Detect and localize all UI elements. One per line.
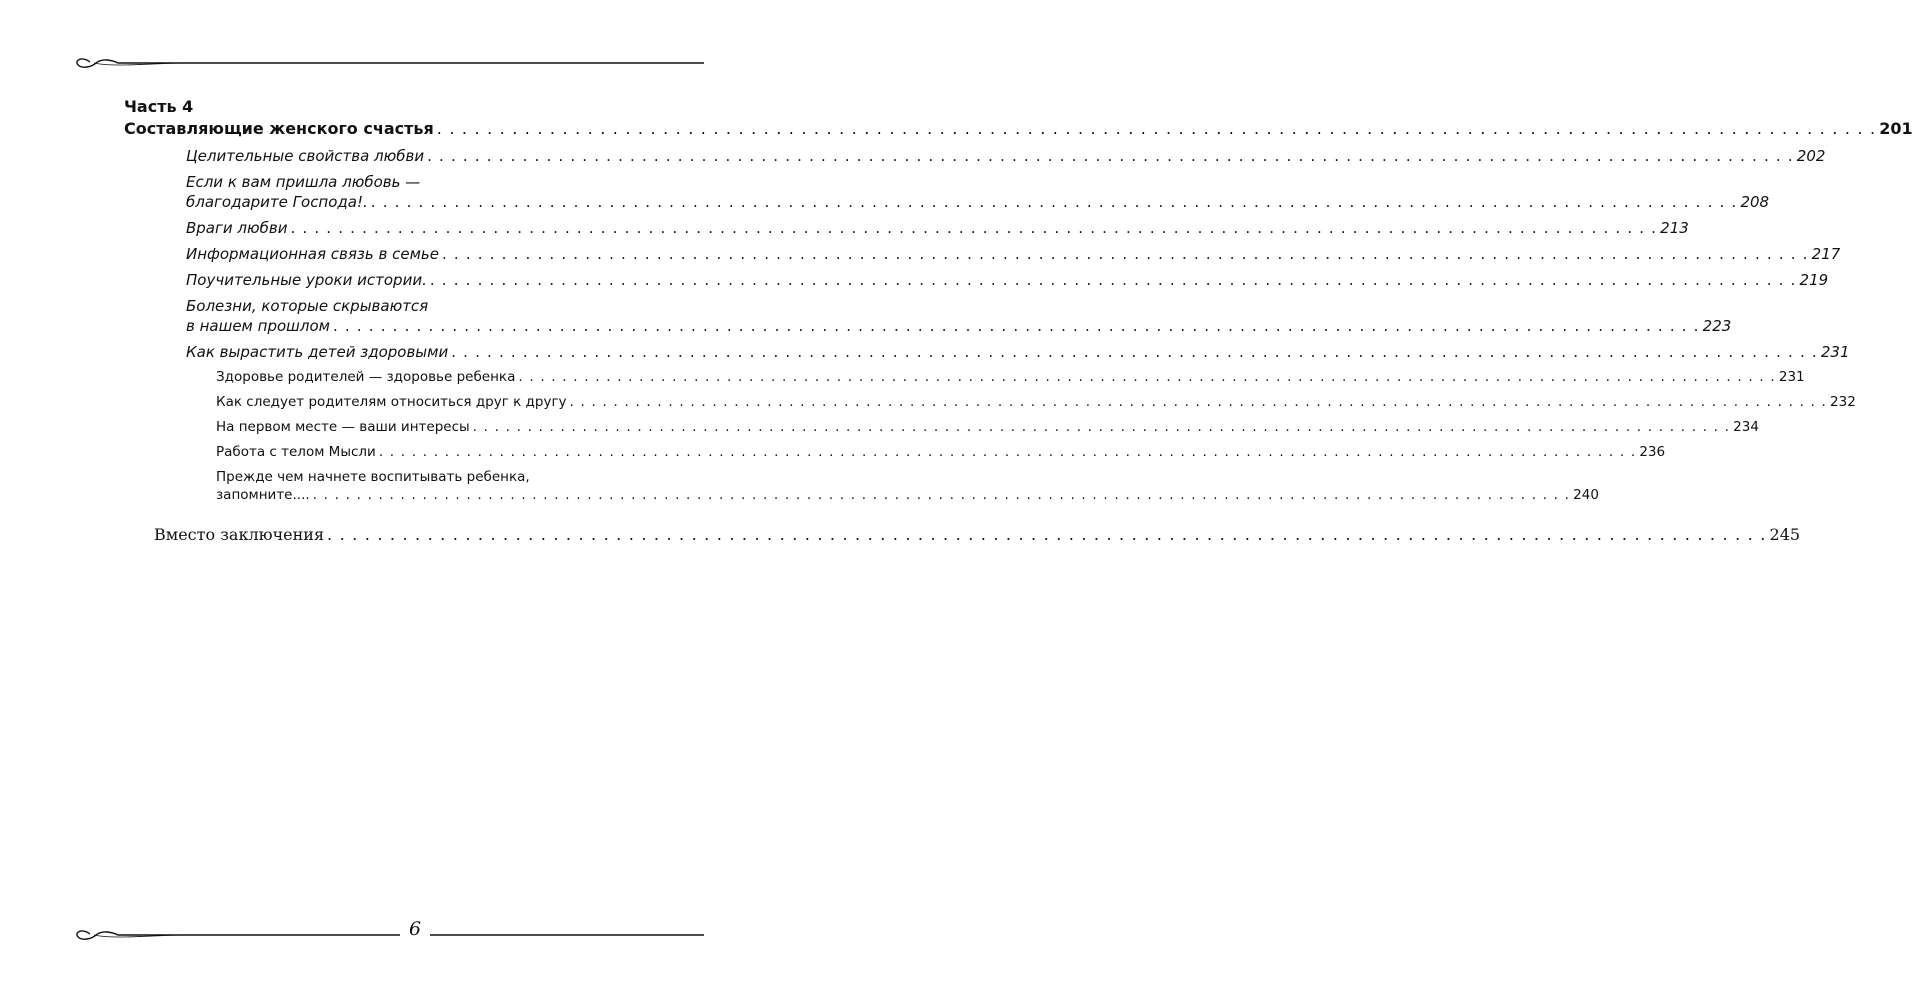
page-ref: 231 — [1778, 369, 1805, 385]
entry-row — [216, 368, 1805, 386]
dot-leader — [313, 486, 1571, 504]
toc-entry[interactable] — [216, 393, 1856, 411]
page-ref: 223 — [1702, 317, 1732, 335]
entry-row — [186, 244, 1841, 264]
dot-leader — [451, 342, 1818, 362]
dot-leader — [327, 524, 1766, 546]
toc-entry[interactable] — [216, 468, 1599, 504]
page-ref: 217 — [1811, 245, 1841, 263]
toc-entry[interactable] — [186, 172, 1770, 212]
entry-title: Как следует родителям относиться друг к другу — [216, 394, 567, 410]
entry-row — [186, 270, 1829, 290]
entry-row — [186, 218, 1689, 238]
dot-leader — [290, 218, 1657, 238]
dot-leader — [427, 146, 1794, 166]
entry-title: Враги любви — [186, 219, 288, 237]
chapter-list — [124, 146, 1850, 362]
toc-entry[interactable] — [186, 270, 1829, 290]
toc-entry[interactable] — [216, 418, 1759, 436]
dot-leader — [430, 270, 1797, 290]
entry-title: запомните.... — [216, 487, 310, 503]
entry-title: Информационная связь в семье — [186, 245, 439, 263]
toc-entry[interactable] — [186, 296, 1732, 336]
part-label: Часть 4 — [124, 97, 194, 116]
entry-row — [216, 486, 1599, 504]
page-ref: 245 — [1769, 525, 1801, 544]
entry-row — [216, 393, 1856, 411]
toc-entry[interactable] — [186, 218, 1689, 238]
entry-row — [186, 146, 1826, 166]
toc-entry[interactable] — [186, 342, 1850, 362]
page-ref: 213 — [1660, 219, 1689, 237]
toc-entry[interactable] — [216, 368, 1805, 386]
dot-leader — [333, 316, 1700, 336]
entry-row — [186, 342, 1850, 362]
dot-leader — [437, 118, 1876, 140]
dot-leader — [379, 443, 1637, 461]
toc-entry-part-title[interactable] — [124, 118, 1913, 140]
entry-title: благодарите Господа!. — [186, 193, 368, 211]
toc-entry[interactable] — [216, 443, 1666, 461]
page-ref: 201 — [1879, 119, 1913, 138]
top-ornament-rule — [72, 52, 704, 72]
entry-title: На первом месте — ваши интересы — [216, 419, 470, 435]
page-ref: 236 — [1639, 444, 1666, 460]
entry-title: Вместо заключения — [154, 525, 325, 544]
dot-leader — [371, 192, 1738, 212]
entry-title: Как вырастить детей здоровыми — [186, 343, 449, 361]
page-ref: 240 — [1573, 487, 1599, 503]
entry-title: Составляющие женского счастья — [124, 119, 434, 138]
entry-title: Целительные свойства любви — [186, 147, 425, 165]
entry-title: Здоровье родителей — здоровье ребенка — [216, 369, 516, 385]
page-ref: 231 — [1820, 343, 1850, 361]
entry-title: в нашем прошлом — [186, 317, 330, 335]
page-ref: 208 — [1740, 193, 1770, 211]
entry-row — [186, 192, 1770, 212]
page-ref: 219 — [1799, 271, 1829, 289]
entry-title-first-line: Болезни, которые скрываются — [186, 297, 429, 315]
page-number: 6 — [400, 918, 430, 940]
entry-row — [216, 443, 1666, 461]
toc-entry-conclusion[interactable] — [154, 524, 1801, 546]
bottom-ornament-rule — [72, 924, 704, 944]
entry-row — [216, 418, 1759, 436]
section-list — [124, 368, 1856, 504]
dot-leader — [518, 368, 1776, 386]
entry-title-first-line: Прежде чем начнете воспитывать ребенка, — [216, 469, 530, 485]
toc-entry[interactable] — [186, 146, 1826, 166]
dot-leader — [570, 393, 1828, 411]
entry-title: Работа с телом Мысли — [216, 444, 376, 460]
entry-title-first-line: Если к вам пришла любовь — — [186, 173, 421, 191]
entry-title: Поучительные уроки истории. — [186, 271, 427, 289]
page-ref: 202 — [1796, 147, 1826, 165]
dot-leader — [473, 418, 1731, 436]
toc-entry[interactable] — [186, 244, 1841, 264]
table-of-contents — [124, 96, 1913, 546]
page-ref: 232 — [1830, 394, 1856, 410]
dot-leader — [442, 244, 1809, 264]
page-ref: 234 — [1733, 419, 1759, 435]
entry-row — [186, 316, 1732, 336]
